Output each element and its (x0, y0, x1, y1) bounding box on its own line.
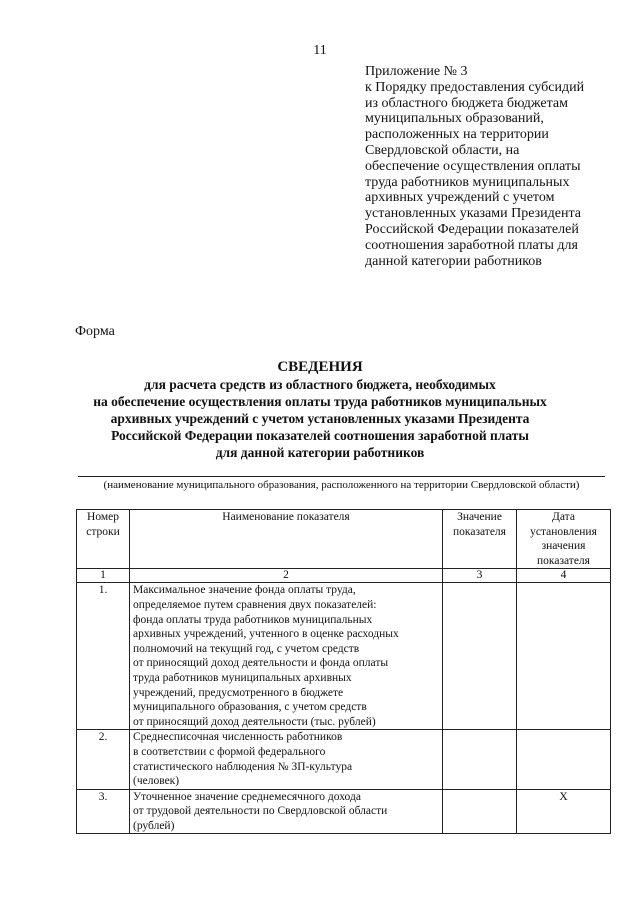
appendix-line: обеспечение осуществления оплаты (365, 158, 581, 174)
appendix-line: труда работников муниципальных (365, 174, 570, 190)
document-heading (0, 359, 640, 461)
row-date: Х (517, 789, 611, 834)
appendix-line: Свердловской области, на (365, 142, 520, 158)
heading-title: СВЕДЕНИЯ (277, 359, 363, 375)
indicator-line: Максимальное значение фонда оплаты труда, (133, 584, 356, 597)
municipality-fill-line (78, 476, 605, 477)
appendix-line: муниципальных образований, (365, 111, 544, 127)
header-text: показателя (453, 525, 506, 538)
column-number: 4 (517, 569, 611, 583)
indicator-line: труда работников муниципальных архивных (133, 671, 352, 684)
appendix-line: Российской Федерации показателей (365, 221, 579, 237)
column-numbers-row (77, 569, 611, 583)
heading-line: на обеспечение осуществления оплаты труда работников муниципальных (93, 394, 547, 409)
heading-line: для данной категории работников (215, 445, 425, 460)
table-row (77, 789, 611, 834)
indicator-line: (человек) (133, 775, 180, 788)
header-text: Наименование показателя (222, 511, 350, 523)
page-number: 11 (313, 43, 327, 58)
form-label: Форма (75, 324, 115, 339)
heading-line: Российской Федерации показателей соотношения заработной платы (111, 428, 529, 443)
row-number: 1. (77, 583, 130, 730)
indicator-line: в соответствии с формой федерального (133, 745, 326, 758)
indicator-line: от приносящий доход деятельности (тыс. рублей) (133, 715, 376, 728)
appendix-line: данной категории работников (365, 253, 542, 269)
indicator-line: от трудовой деятельности по Свердловской области (133, 805, 388, 818)
column-number: 3 (443, 569, 517, 583)
indicator-line: архивных учреждений, учтенного в оценке расходных (133, 628, 399, 641)
header-indicator-name (130, 510, 443, 569)
column-number: 2 (130, 569, 443, 583)
row-date (517, 730, 611, 789)
table-row (77, 730, 611, 789)
indicators-table (76, 509, 611, 834)
row-indicator-value (443, 730, 517, 789)
header-date (517, 510, 611, 569)
indicator-line: (рублей) (133, 819, 175, 832)
header-indicator-value (443, 510, 517, 569)
appendix-block (365, 64, 615, 269)
header-text: значения (541, 540, 586, 553)
row-indicator-name (130, 583, 443, 730)
indicator-line: муниципального образования, с учетом средств (133, 701, 367, 714)
column-number: 1 (77, 569, 130, 583)
indicator-line: полномочий на текущий год, с учетом средств (133, 642, 360, 655)
indicator-line: от приносящий доход деятельности и фонда оплаты (133, 657, 389, 670)
table-row (77, 583, 611, 730)
header-text: Значение (457, 511, 502, 523)
header-text: установления (530, 525, 597, 538)
appendix-line: к Порядку предоставления субсидий (365, 79, 585, 95)
appendix-line: расположенных на территории (365, 127, 549, 143)
row-indicator-value (443, 789, 517, 834)
appendix-line: архивных учреждений с учетом (365, 190, 555, 206)
header-row-number (77, 510, 130, 569)
appendix-line: соотношения заработной платы для (365, 237, 578, 253)
table-header-row (77, 510, 611, 569)
indicator-line: статистического наблюдения № ЗП-культура (133, 760, 353, 773)
indicator-line: Уточненное значение среднемесячного дохода (133, 790, 361, 803)
appendix-line: Приложение № 3 (365, 64, 468, 79)
heading-line: для расчета средств из областного бюджета, необходимых (144, 377, 496, 392)
indicator-line: Среднесписочная численность работников (133, 731, 343, 744)
heading-line: архивных учреждений с учетом установленных указами Президента (110, 411, 530, 426)
header-text: Номер (87, 511, 119, 523)
row-indicator-value (443, 583, 517, 730)
header-text: Дата (552, 511, 575, 523)
row-number: 2. (77, 730, 130, 789)
indicator-line: фонда оплаты труда работников муниципальных (133, 613, 373, 626)
indicator-line: определяемое путем сравнения двух показателей: (133, 598, 377, 611)
appendix-line: из областного бюджета бюджетам (365, 95, 568, 111)
indicator-line: учреждений, предусмотренного в бюджете (133, 686, 344, 699)
row-indicator-name (130, 730, 443, 789)
municipality-caption: (наименование муниципального образования, расположенного на территории Свердловской области) (103, 479, 580, 491)
header-text: показателя (537, 554, 590, 567)
row-indicator-name (130, 789, 443, 834)
row-date (517, 583, 611, 730)
appendix-line: установленных указами Президента (365, 206, 581, 222)
row-number: 3. (77, 789, 130, 834)
header-text: строки (86, 525, 120, 538)
